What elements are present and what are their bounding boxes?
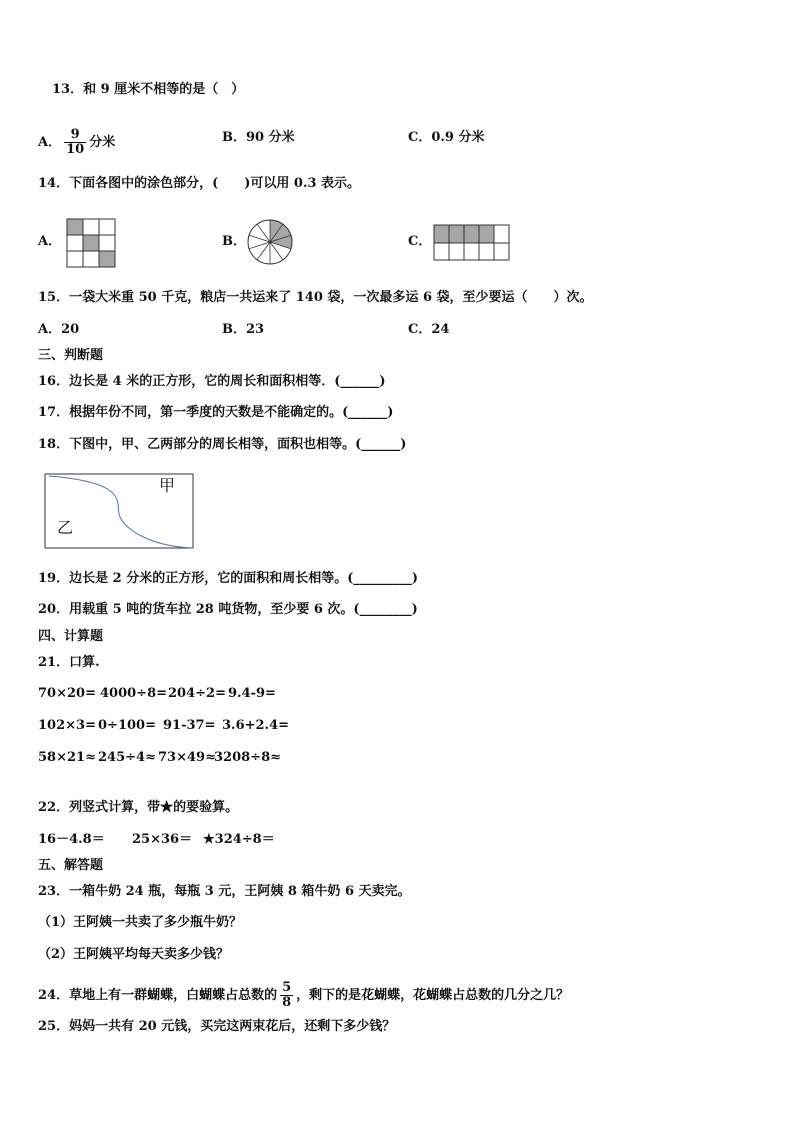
q13-option-a-unit: 分米 — [89, 135, 116, 150]
q23-sub-2: （2）王阿姨平均每天卖多少钱？ — [38, 947, 230, 962]
q16-text: 16．边长是 4 米的正方形，它的周长和面积相等．(______) — [38, 374, 386, 389]
vertical-calc-item: 16－4.8＝ — [38, 832, 105, 847]
q25-text: 25．妈妈一共有 20 元钱，买完这两束花后，还剩下多少钱？ — [38, 1019, 396, 1034]
fig18-label-yi: 乙 — [57, 518, 74, 537]
q14-option-b-label: B． — [222, 234, 246, 249]
q13-option-a — [38, 128, 115, 157]
calc-item: 245÷4≈ — [98, 750, 156, 765]
q24-text — [38, 981, 569, 1010]
q24-text-post: ，剩下的是花蝴蝶，花蝴蝶占总数的几分之几？ — [296, 988, 570, 1003]
q23-stem: 23．一箱牛奶 24 瓶，每瓶 3 元，王阿姨 8 箱牛奶 6 天卖完。 — [38, 884, 411, 899]
fig18-label-jia: 甲 — [159, 476, 176, 495]
calc-item: 70×20= — [38, 686, 96, 701]
calc-item: 204÷2= — [168, 686, 226, 701]
q22-stem: 22．列竖式计算，带★的要验算。 — [38, 800, 239, 815]
q17-text: 17．根据年份不同，第一季度的天数是不能确定的。(______) — [38, 405, 394, 420]
q14-figure-b-circle — [246, 218, 294, 266]
calc-item: 3208÷8≈ — [214, 750, 282, 765]
calc-item: 102×3= — [38, 718, 96, 733]
calc-item: 58×21≈ — [38, 750, 96, 765]
q13-option-a-fraction — [64, 128, 86, 157]
q23-sub-1: （1）王阿姨一共卖了多少瓶牛奶？ — [38, 915, 243, 930]
calc-item: 4000÷8= — [100, 686, 168, 701]
grid-shaded-cells — [67, 219, 115, 267]
q15-option-b: B．23 — [222, 322, 265, 337]
q14-stem: 14．下面各图中的涂色部分，( )可以用 0.3 表示。 — [38, 176, 361, 191]
q14-figure-c-strip — [433, 224, 513, 262]
section-5-heading: 五、解答题 — [38, 858, 104, 873]
q24-text-pre: 24．草地上有一群蝴蝶，白蝴蝶占总数的 — [38, 988, 278, 1003]
fraction-numerator: 9 — [64, 128, 86, 143]
vertical-calc-item: 25×36＝ — [132, 832, 193, 847]
q14-option-a-label: A． — [38, 234, 62, 249]
fraction-numerator: 5 — [282, 980, 292, 995]
section-3-heading: 三、判断题 — [38, 348, 104, 363]
calc-item: 3.6+2.4= — [222, 718, 290, 733]
q13-stem: 13．和 9 厘米不相等的是（ ） — [52, 82, 245, 97]
calc-item: 9.4-9= — [228, 686, 276, 701]
fraction-denominator: 10 — [66, 142, 85, 157]
q14-figure-a-grid — [66, 218, 118, 270]
calc-item: 91-37= — [163, 718, 216, 733]
q15-option-c: C．24 — [408, 322, 450, 337]
q13-option-c: C．0.9 分米 — [408, 130, 485, 145]
q14-option-c-label: C． — [408, 234, 432, 249]
q13-option-b: B．90 分米 — [222, 130, 295, 145]
q18-text: 18．下图中，甲、乙两部分的周长相等，面积也相等。(______) — [38, 437, 407, 452]
q24-fraction — [280, 981, 293, 1010]
vertical-calc-item: ★324÷8＝ — [203, 832, 275, 847]
q19-text: 19．边长是 2 分米的正方形，它的面积和周长相等。(_________) — [38, 571, 418, 586]
calc-item: 0÷100= — [98, 718, 156, 733]
q15-option-a: A．20 — [38, 322, 80, 337]
q20-text: 20．用载重 5 吨的货车拉 28 吨货物，至少要 6 次。(________) — [38, 602, 418, 617]
q21-stem: 21．口算. — [38, 655, 100, 670]
calc-item: 73×49≈ — [158, 750, 216, 765]
section-4-heading: 四、计算题 — [38, 629, 104, 644]
q13-option-a-label: A． — [38, 135, 62, 150]
q15-stem: 15．一袋大米重 50 千克，粮店一共运来了 140 袋，一次最多运 6 袋，至少要运（ ）次。 — [38, 290, 593, 305]
fraction-denominator: 8 — [282, 995, 292, 1010]
